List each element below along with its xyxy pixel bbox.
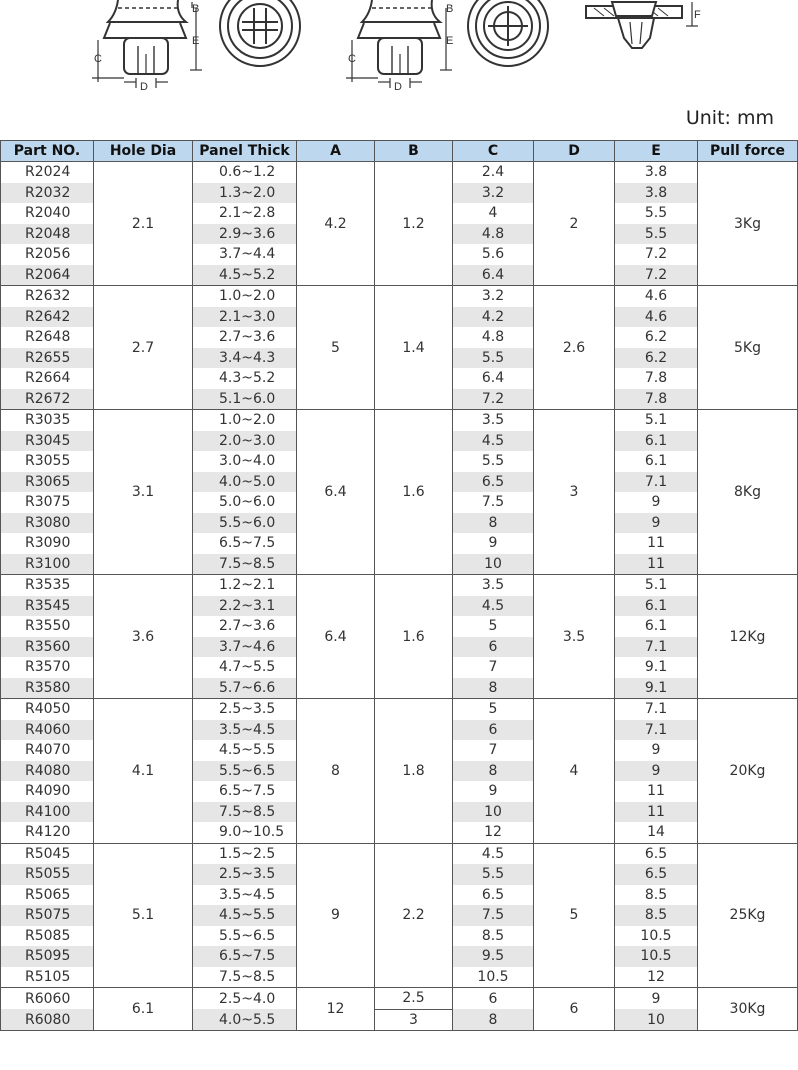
header-b: B <box>375 141 453 162</box>
e-cell: 10 <box>615 1009 698 1031</box>
e-cell: 6.2 <box>615 348 698 369</box>
table-row <box>1 575 798 596</box>
c-cell: 9 <box>453 533 534 554</box>
panel-thick-cell: 4.5~5.5 <box>193 740 297 761</box>
panel-thick-cell: 6.5~7.5 <box>193 946 297 967</box>
a-cell: 9 <box>297 843 375 988</box>
c-cell: 10.5 <box>453 967 534 988</box>
panel-thick-cell: 2.1~3.0 <box>193 307 297 328</box>
pull-force-cell: 3Kg <box>698 162 798 286</box>
panel-thick-cell: 3.0~4.0 <box>193 451 297 472</box>
c-cell: 5 <box>453 699 534 720</box>
c-cell: 4.8 <box>453 224 534 245</box>
part-no-cell: R3100 <box>1 554 94 575</box>
c-cell: 5.5 <box>453 348 534 369</box>
header-c: C <box>453 141 534 162</box>
c-cell: 6.5 <box>453 472 534 493</box>
c-cell: 6 <box>453 637 534 658</box>
hole-dia-cell: 2.1 <box>94 162 193 286</box>
panel-thick-cell: 1.3~2.0 <box>193 183 297 204</box>
panel-thick-cell: 5.5~6.0 <box>193 513 297 534</box>
part-no-cell: R5065 <box>1 885 94 906</box>
c-cell: 2.4 <box>453 162 534 183</box>
pull-force-cell: 20Kg <box>698 699 798 844</box>
e-cell: 11 <box>615 554 698 575</box>
c-cell: 6.4 <box>453 265 534 286</box>
panel-thick-cell: 4.0~5.0 <box>193 472 297 493</box>
e-cell: 8.5 <box>615 885 698 906</box>
e-cell: 9.1 <box>615 678 698 699</box>
header-panel-thick: Panel Thick <box>193 141 297 162</box>
e-cell: 5.1 <box>615 410 698 431</box>
a-cell: 6.4 <box>297 575 375 699</box>
pull-force-cell: 8Kg <box>698 410 798 575</box>
e-cell: 6.1 <box>615 596 698 617</box>
e-cell: 7.2 <box>615 265 698 286</box>
c-cell: 9 <box>453 781 534 802</box>
part-no-cell: R6060 <box>1 988 94 1010</box>
e-cell: 8.5 <box>615 905 698 926</box>
hole-dia-cell: 2.7 <box>94 286 193 410</box>
c-cell: 5 <box>453 616 534 637</box>
header-hole-dia: Hole Dia <box>94 141 193 162</box>
e-cell: 6.2 <box>615 327 698 348</box>
e-cell: 9 <box>615 761 698 782</box>
e-cell: 7.8 <box>615 368 698 389</box>
panel-thick-cell: 1.0~2.0 <box>193 410 297 431</box>
e-cell: 12 <box>615 967 698 988</box>
part-no-cell: R5105 <box>1 967 94 988</box>
part-no-cell: R6080 <box>1 1009 94 1031</box>
part-no-cell: R5045 <box>1 843 94 864</box>
rivet-drawings <box>0 0 798 100</box>
spec-table <box>0 140 798 1031</box>
e-cell: 6.5 <box>615 864 698 885</box>
e-cell: 14 <box>615 822 698 843</box>
panel-thick-cell: 4.7~5.5 <box>193 657 297 678</box>
e-cell: 11 <box>615 802 698 823</box>
c-cell: 7.5 <box>453 492 534 513</box>
part-no-cell: R4070 <box>1 740 94 761</box>
e-cell: 7.1 <box>615 720 698 741</box>
c-cell: 12 <box>453 822 534 843</box>
panel-thick-cell: 2.0~3.0 <box>193 431 297 452</box>
panel-thick-cell: 3.5~4.5 <box>193 885 297 906</box>
a-cell: 4.2 <box>297 162 375 286</box>
panel-thick-cell: 3.7~4.4 <box>193 244 297 265</box>
part-no-cell: R2642 <box>1 307 94 328</box>
d-cell: 3 <box>534 410 615 575</box>
e-cell: 7.1 <box>615 637 698 658</box>
part-no-cell: R3570 <box>1 657 94 678</box>
c-cell: 8 <box>453 513 534 534</box>
header-pull-force: Pull force <box>698 141 798 162</box>
d-cell: 4 <box>534 699 615 844</box>
dim-label-b: B <box>446 3 454 15</box>
hole-dia-cell: 3.1 <box>94 410 193 575</box>
hole-dia-cell: 3.6 <box>94 575 193 699</box>
e-cell: 7.2 <box>615 244 698 265</box>
part-no-cell: R3545 <box>1 596 94 617</box>
panel-thick-cell: 7.5~8.5 <box>193 554 297 575</box>
e-cell: 6.1 <box>615 451 698 472</box>
part-no-cell: R4100 <box>1 802 94 823</box>
panel-thick-cell: 5.7~6.6 <box>193 678 297 699</box>
part-no-cell: R5055 <box>1 864 94 885</box>
c-cell: 6.5 <box>453 885 534 906</box>
table-row <box>1 988 798 1010</box>
c-cell: 6.4 <box>453 368 534 389</box>
panel-thick-cell: 2.5~3.5 <box>193 864 297 885</box>
panel-thick-cell: 4.3~5.2 <box>193 368 297 389</box>
b-cell: 2.2 <box>375 843 453 988</box>
part-no-cell: R2655 <box>1 348 94 369</box>
part-no-cell: R4120 <box>1 822 94 843</box>
table-row <box>1 162 798 183</box>
d-cell: 6 <box>534 988 615 1031</box>
dim-label-f: F <box>694 9 701 21</box>
c-cell: 8 <box>453 678 534 699</box>
panel-thick-cell: 2.9~3.6 <box>193 224 297 245</box>
c-cell: 8.5 <box>453 926 534 947</box>
e-cell: 3.8 <box>615 162 698 183</box>
e-cell: 6.5 <box>615 843 698 864</box>
panel-thick-cell: 7.5~8.5 <box>193 802 297 823</box>
part-no-cell: R2032 <box>1 183 94 204</box>
e-cell: 9 <box>615 492 698 513</box>
e-cell: 9 <box>615 988 698 1010</box>
c-cell: 4.5 <box>453 843 534 864</box>
c-cell: 9.5 <box>453 946 534 967</box>
c-cell: 7 <box>453 740 534 761</box>
c-cell: 10 <box>453 554 534 575</box>
unit-label: Unit: mm <box>685 107 774 129</box>
part-no-cell: R3080 <box>1 513 94 534</box>
c-cell: 3.5 <box>453 410 534 431</box>
c-cell: 4.5 <box>453 596 534 617</box>
d-cell: 5 <box>534 843 615 988</box>
panel-thick-cell: 5.5~6.5 <box>193 926 297 947</box>
part-no-cell: R3035 <box>1 410 94 431</box>
panel-thick-cell: 5.0~6.0 <box>193 492 297 513</box>
part-no-cell: R3580 <box>1 678 94 699</box>
c-cell: 3.5 <box>453 575 534 596</box>
header-e: E <box>615 141 698 162</box>
table-header-row <box>1 141 798 162</box>
table-row <box>1 843 798 864</box>
panel-thick-cell: 2.7~3.6 <box>193 327 297 348</box>
part-no-cell: R4080 <box>1 761 94 782</box>
e-cell: 5.5 <box>615 203 698 224</box>
c-cell: 3.2 <box>453 183 534 204</box>
e-cell: 11 <box>615 533 698 554</box>
c-cell: 7 <box>453 657 534 678</box>
c-cell: 6 <box>453 988 534 1010</box>
c-cell: 7.5 <box>453 905 534 926</box>
c-cell: 6 <box>453 720 534 741</box>
hole-dia-cell: 4.1 <box>94 699 193 844</box>
part-no-cell: R2048 <box>1 224 94 245</box>
c-cell: 3.2 <box>453 286 534 307</box>
header-a: A <box>297 141 375 162</box>
panel-thick-cell: 4.0~5.5 <box>193 1009 297 1031</box>
part-no-cell: R2672 <box>1 389 94 410</box>
e-cell: 7.1 <box>615 472 698 493</box>
c-cell: 8 <box>453 1009 534 1031</box>
c-cell: 4.2 <box>453 307 534 328</box>
part-no-cell: R4050 <box>1 699 94 720</box>
b-cell: 2.5 <box>375 988 453 1010</box>
c-cell: 5.6 <box>453 244 534 265</box>
c-cell: 4.5 <box>453 431 534 452</box>
pull-force-cell: 30Kg <box>698 988 798 1031</box>
e-cell: 9 <box>615 740 698 761</box>
part-no-cell: R5075 <box>1 905 94 926</box>
part-no-cell: R3535 <box>1 575 94 596</box>
part-no-cell: R3560 <box>1 637 94 658</box>
panel-thick-cell: 2.5~4.0 <box>193 988 297 1010</box>
a-cell: 6.4 <box>297 410 375 575</box>
panel-thick-cell: 1.2~2.1 <box>193 575 297 596</box>
part-no-cell: R2064 <box>1 265 94 286</box>
hole-dia-cell: 5.1 <box>94 843 193 988</box>
dim-label-e: E <box>192 35 200 47</box>
e-cell: 4.6 <box>615 307 698 328</box>
a-cell: 12 <box>297 988 375 1031</box>
table-row <box>1 699 798 720</box>
d-cell: 2 <box>534 162 615 286</box>
part-no-cell: R4090 <box>1 781 94 802</box>
dim-label-d: D <box>140 81 148 93</box>
header-d: D <box>534 141 615 162</box>
part-no-cell: R3045 <box>1 431 94 452</box>
part-no-cell: R2040 <box>1 203 94 224</box>
dim-label-b: B <box>192 3 200 15</box>
panel-thick-cell: 3.4~4.3 <box>193 348 297 369</box>
a-cell: 8 <box>297 699 375 844</box>
part-no-cell: R3065 <box>1 472 94 493</box>
e-cell: 9.1 <box>615 657 698 678</box>
part-no-cell: R4060 <box>1 720 94 741</box>
part-no-cell: R2664 <box>1 368 94 389</box>
dim-label-d: D <box>394 81 402 93</box>
table-body <box>1 162 798 1031</box>
e-cell: 10.5 <box>615 946 698 967</box>
dim-label-c: C <box>94 53 102 65</box>
pull-force-cell: 12Kg <box>698 575 798 699</box>
b-cell: 3 <box>375 1009 453 1031</box>
e-cell: 6.1 <box>615 431 698 452</box>
e-cell: 7.8 <box>615 389 698 410</box>
part-no-cell: R2648 <box>1 327 94 348</box>
part-no-cell: R3055 <box>1 451 94 472</box>
panel-thick-cell: 1.5~2.5 <box>193 843 297 864</box>
part-no-cell: R2024 <box>1 162 94 183</box>
panel-thick-cell: 4.5~5.5 <box>193 905 297 926</box>
e-cell: 5.1 <box>615 575 698 596</box>
e-cell: 9 <box>615 513 698 534</box>
a-cell: 5 <box>297 286 375 410</box>
panel-thick-cell: 4.5~5.2 <box>193 265 297 286</box>
b-cell: 1.2 <box>375 162 453 286</box>
table-row <box>1 410 798 431</box>
e-cell: 3.8 <box>615 183 698 204</box>
part-no-cell: R3075 <box>1 492 94 513</box>
c-cell: 5.5 <box>453 864 534 885</box>
part-no-cell: R3550 <box>1 616 94 637</box>
part-no-cell: R2056 <box>1 244 94 265</box>
b-cell: 1.8 <box>375 699 453 844</box>
c-cell: 4 <box>453 203 534 224</box>
b-cell: 1.6 <box>375 410 453 575</box>
b-cell: 1.4 <box>375 286 453 410</box>
hole-dia-cell: 6.1 <box>94 988 193 1031</box>
e-cell: 11 <box>615 781 698 802</box>
c-cell: 10 <box>453 802 534 823</box>
panel-thick-cell: 6.5~7.5 <box>193 781 297 802</box>
e-cell: 4.6 <box>615 286 698 307</box>
header-part-no: Part NO. <box>1 141 94 162</box>
dim-label-e: E <box>446 35 454 47</box>
part-no-cell: R3090 <box>1 533 94 554</box>
dim-label-c: C <box>348 53 356 65</box>
panel-thick-cell: 7.5~8.5 <box>193 967 297 988</box>
e-cell: 7.1 <box>615 699 698 720</box>
e-cell: 10.5 <box>615 926 698 947</box>
panel-thick-cell: 3.5~4.5 <box>193 720 297 741</box>
panel-thick-cell: 5.5~6.5 <box>193 761 297 782</box>
pull-force-cell: 5Kg <box>698 286 798 410</box>
part-no-cell: R5085 <box>1 926 94 947</box>
d-cell: 3.5 <box>534 575 615 699</box>
panel-thick-cell: 9.0~10.5 <box>193 822 297 843</box>
pull-force-cell: 25Kg <box>698 843 798 988</box>
c-cell: 8 <box>453 761 534 782</box>
c-cell: 7.2 <box>453 389 534 410</box>
c-cell: 5.5 <box>453 451 534 472</box>
part-no-cell: R5095 <box>1 946 94 967</box>
e-cell: 6.1 <box>615 616 698 637</box>
b-cell: 1.6 <box>375 575 453 699</box>
panel-thick-cell: 2.5~3.5 <box>193 699 297 720</box>
panel-thick-cell: 0.6~1.2 <box>193 162 297 183</box>
panel-thick-cell: 2.1~2.8 <box>193 203 297 224</box>
panel-thick-cell: 3.7~4.6 <box>193 637 297 658</box>
panel-thick-cell: 1.0~2.0 <box>193 286 297 307</box>
c-cell: 4.8 <box>453 327 534 348</box>
panel-thick-cell: 5.1~6.0 <box>193 389 297 410</box>
table-row <box>1 286 798 307</box>
panel-thick-cell: 6.5~7.5 <box>193 533 297 554</box>
e-cell: 5.5 <box>615 224 698 245</box>
d-cell: 2.6 <box>534 286 615 410</box>
panel-thick-cell: 2.7~3.6 <box>193 616 297 637</box>
panel-thick-cell: 2.2~3.1 <box>193 596 297 617</box>
part-no-cell: R2632 <box>1 286 94 307</box>
